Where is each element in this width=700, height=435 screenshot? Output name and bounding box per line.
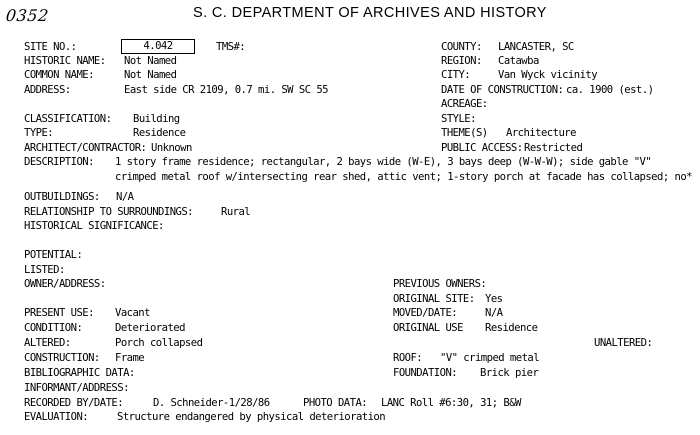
architect-value: Unknown bbox=[151, 142, 192, 154]
moved-date-value: N/A bbox=[485, 307, 503, 319]
county-value: LANCASTER, SC bbox=[498, 41, 574, 53]
acreage-label: ACREAGE: bbox=[441, 98, 488, 110]
informant-address-label: INFORMANT/ADDRESS: bbox=[24, 382, 129, 394]
county-label: COUNTY: bbox=[441, 41, 482, 53]
classification-label: CLASSIFICATION: bbox=[24, 113, 112, 125]
condition-value: Deteriorated bbox=[115, 322, 185, 334]
classification-value: Building bbox=[133, 113, 180, 125]
tms-label: TMS#: bbox=[216, 41, 246, 53]
style-label: STYLE: bbox=[441, 113, 476, 125]
evaluation-label: EVALUATION: bbox=[24, 411, 89, 423]
address-value: East side CR 2109, 0.7 mi. SW SC 55 bbox=[124, 84, 328, 96]
date-of-construction-label: DATE OF CONSTRUCTION: bbox=[441, 84, 564, 96]
relationship-label: RELATIONSHIP TO SURROUNDINGS: bbox=[24, 206, 194, 218]
themes-label: THEME(S) bbox=[441, 127, 488, 139]
historic-name-label: HISTORIC NAME: bbox=[24, 55, 106, 67]
unaltered-label: UNALTERED: bbox=[594, 337, 653, 349]
type-label: TYPE: bbox=[24, 127, 54, 139]
present-use-label: PRESENT USE: bbox=[24, 307, 94, 319]
recorded-by-label: RECORDED BY/DATE: bbox=[24, 397, 124, 409]
recorded-by-value: D. Schneider-1/28/86 bbox=[153, 397, 270, 409]
city-label: CITY: bbox=[441, 69, 471, 81]
themes-value: Architecture bbox=[506, 127, 576, 139]
outbuildings-value: N/A bbox=[116, 191, 134, 203]
condition-label: CONDITION: bbox=[24, 322, 83, 334]
construction-label: CONSTRUCTION: bbox=[24, 352, 100, 364]
potential-label: POTENTIAL: bbox=[24, 249, 83, 261]
historical-significance-label: HISTORICAL SIGNIFICANCE: bbox=[24, 220, 164, 232]
original-use-label: ORIGINAL USE bbox=[393, 322, 463, 334]
foundation-value: Brick pier bbox=[480, 367, 539, 379]
handwritten-record-number: 0352 bbox=[5, 6, 50, 25]
type-value: Residence bbox=[133, 127, 186, 139]
site-no-label: SITE NO.: bbox=[24, 41, 77, 53]
description-line-1: 1 story frame residence; rectangular, 2 bays wide (W-E), 3 bays deep (W-W-W); side gable "V" bbox=[115, 156, 652, 168]
region-value: Catawba bbox=[498, 55, 539, 67]
original-site-value: Yes bbox=[485, 293, 503, 305]
city-value: Van Wyck vicinity bbox=[498, 69, 598, 81]
construction-value: Frame bbox=[115, 352, 145, 364]
common-name-label: COMMON NAME: bbox=[24, 69, 94, 81]
roof-label: ROOF: bbox=[393, 352, 423, 364]
historic-name-value: Not Named bbox=[124, 55, 177, 67]
altered-value: Porch collapsed bbox=[115, 337, 203, 349]
altered-label: ALTERED: bbox=[24, 337, 71, 349]
date-of-construction-value: ca. 1900 (est.) bbox=[566, 84, 654, 96]
present-use-value: Vacant bbox=[115, 307, 150, 319]
site-no-box: 4.042 bbox=[121, 39, 195, 54]
photo-data-value: LANC Roll #6:30, 31; B&W bbox=[381, 397, 521, 409]
original-use-value: Residence bbox=[485, 322, 538, 334]
relationship-value: Rural bbox=[221, 206, 251, 218]
common-name-value: Not Named bbox=[124, 69, 177, 81]
previous-owners-label: PREVIOUS OWNERS: bbox=[393, 278, 487, 290]
foundation-label: FOUNDATION: bbox=[393, 367, 458, 379]
moved-date-label: MOVED/DATE: bbox=[393, 307, 458, 319]
original-site-label: ORIGINAL SITE: bbox=[393, 293, 475, 305]
evaluation-value: Structure endangered by physical deterioration bbox=[117, 411, 386, 423]
address-label: ADDRESS: bbox=[24, 84, 71, 96]
architect-label: ARCHITECT/CONTRACTOR: bbox=[24, 142, 147, 154]
listed-label: LISTED: bbox=[24, 264, 65, 276]
roof-value: "V" crimped metal bbox=[440, 352, 540, 364]
description-line-2: crimped metal roof w/intersecting rear shed, attic vent; 1-story porch at facade has collapsed; no* bbox=[115, 171, 692, 183]
description-label: DESCRIPTION: bbox=[24, 156, 94, 168]
owner-address-label: OWNER/ADDRESS: bbox=[24, 278, 106, 290]
photo-data-label: PHOTO DATA: bbox=[303, 397, 368, 409]
public-access-label: PUBLIC ACCESS: bbox=[441, 142, 523, 154]
public-access-value: Restricted bbox=[524, 142, 583, 154]
bibliographic-data-label: BIBLIOGRAPHIC DATA: bbox=[24, 367, 135, 379]
outbuildings-label: OUTBUILDINGS: bbox=[24, 191, 100, 203]
page-title: S. C. DEPARTMENT OF ARCHIVES AND HISTORY bbox=[193, 5, 547, 21]
region-label: REGION: bbox=[441, 55, 482, 67]
